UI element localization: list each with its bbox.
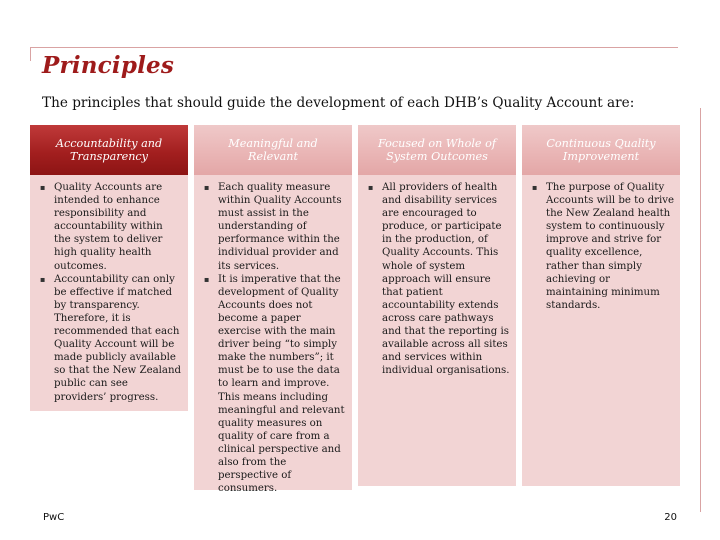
- list-item: [40, 181, 182, 273]
- column-header: Meaningful and Relevant: [194, 125, 352, 175]
- list-item: [40, 273, 182, 404]
- bullet-icon: ▪: [40, 274, 46, 284]
- bullet-text: It is imperative that the development of Quality Accounts does not become a paper exercise with the main driver being “to simply make the numbers”; it must be to use the data to learn and improve. This means including meaningful and relevant quality measures on quality of care from a clinical perspective and also from the perspective of consumers.: [218, 273, 345, 495]
- principle-column-continuous-improvement: [522, 125, 680, 490]
- footer-brand: PwC: [43, 512, 65, 523]
- principle-column-whole-of-system: [358, 125, 516, 490]
- column-header: Continuous Quality Improvement: [522, 125, 680, 175]
- column-header: Accountability and Transparency: [30, 125, 188, 175]
- page-number: 20: [664, 512, 677, 523]
- bullet-icon: ▪: [40, 183, 46, 192]
- list-item: [204, 181, 346, 273]
- bullet-text: Each quality measure within Quality Accounts must assist in the understanding of performance within the individual provider and its services.: [218, 182, 342, 272]
- column-body: [194, 175, 352, 495]
- bullet-icon: ▪: [204, 274, 210, 284]
- bullet-list: [532, 181, 674, 312]
- principles-columns: [30, 125, 680, 495]
- bullet-icon: ▪: [368, 183, 374, 192]
- bullet-text: All providers of health and disability services are encouraged to produce, or participate in the production, of Quality Accounts. This whole of system approach will ensure that patient accountability extends across care pathways and that the reporting is available across all sites and services within individual organisations.: [382, 182, 510, 377]
- bullet-text: The purpose of Quality Accounts will be to drive the New Zealand health system to continuously improve and strive for quality excellence, rather than simply achieving or maintaining minimum standards.: [546, 182, 675, 311]
- column-header: Focused on Whole of System Outcomes: [358, 125, 516, 175]
- bullet-list: [40, 181, 182, 404]
- list-item: [204, 273, 346, 496]
- bullet-icon: ▪: [204, 183, 210, 192]
- column-body: [522, 175, 680, 486]
- right-divider: [700, 108, 701, 512]
- bullet-text: Quality Accounts are intended to enhance responsibility and accountability within the system to deliver high quality health outcomes.: [54, 182, 163, 272]
- list-item: [368, 181, 510, 377]
- column-body: [30, 175, 188, 411]
- intro-text: The principles that should guide the development of each DHB’s Quality Account are:: [42, 95, 635, 111]
- top-divider: [30, 47, 678, 48]
- top-divider-tick: [30, 47, 31, 61]
- column-body: [358, 175, 516, 486]
- bullet-icon: ▪: [532, 183, 538, 192]
- list-item: [532, 181, 674, 312]
- principle-column-accountability: [30, 125, 188, 490]
- bullet-list: [368, 181, 510, 377]
- bullet-text: Accountability can only be effective if matched by transparency. Therefore, it is recommended that each Quality Account will be made publicly available so that the New Zealand public can see providers’ progress.: [54, 273, 182, 403]
- page-title: Principles: [42, 52, 175, 79]
- principle-column-meaningful: [194, 125, 352, 495]
- bullet-list: [204, 181, 346, 495]
